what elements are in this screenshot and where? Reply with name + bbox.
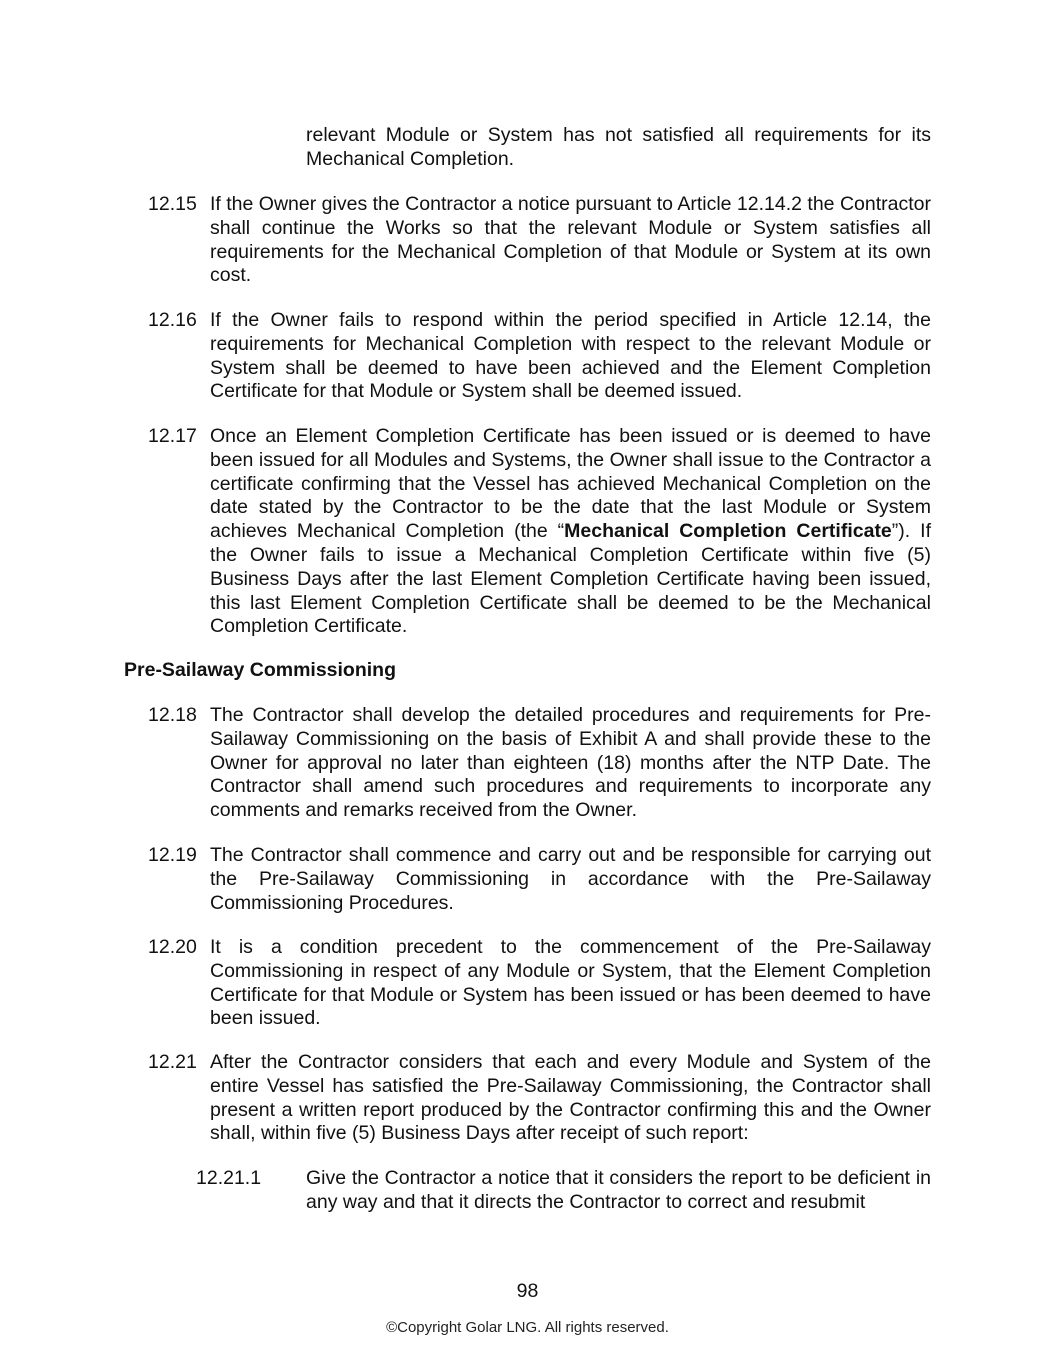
clause-number: 12.15 (148, 193, 197, 215)
copyright-notice: ©Copyright Golar LNG. All rights reserved. (386, 1319, 669, 1336)
clause-text: If the Owner fails to respond within the period specified in Article 12.14, the requirements for Mechanical Completion with respect to the relevant Module or System shall be deemed to have been achieved and the Element Completion Certificate for that Module or System shall be deemed issued. (210, 309, 931, 403)
clause-12-15 (148, 193, 931, 288)
clause-12-21 (148, 1051, 931, 1146)
clause-text: After the Contractor considers that each and every Module and System of the entire Vessel has satisfied the Pre-Sailaway Commissioning, the Contractor shall present a written report produced by the Contractor confirming this and the Owner shall, within five (5) Business Days after receipt of such report: (210, 1051, 931, 1145)
clause-12-19 (148, 844, 931, 915)
clause-number: 12.18 (148, 704, 197, 726)
clause-number: 12.19 (148, 844, 197, 866)
clause-12-18 (148, 704, 931, 823)
clause-number: 12.17 (148, 425, 197, 447)
clause-number: 12.20 (148, 936, 197, 958)
clause-text: The Contractor shall commence and carry out and be responsible for carrying out the Pre-Sailaway Commissioning in accordance with the Pre-Sailaway Commissioning Procedures. (210, 844, 931, 914)
clause-number: 12.16 (148, 309, 197, 331)
clause-number: 12.21 (148, 1051, 197, 1073)
clause-text-part: Once an Element Completion Certificate has been issued or is deemed to have been issued for all Modules and Systems, the Owner shall issue to the Contractor a certificate confirming that the Vessel has achieved Mechanical Completion on the date stated by the Contractor to be the date that the last Module or System achieves Mechanical Completion (the “ (210, 425, 931, 543)
subclause-12-21-1 (196, 1167, 931, 1215)
clause-text: It is a condition precedent to the commencement of the Pre-Sailaway Commissioning in respect of any Module or System, that the Element Completion Certificate for that Module or System has been issued or has been deemed to have been issued. (210, 936, 931, 1030)
defined-term: Mechanical Completion Certificate (564, 520, 892, 543)
clause-text: The Contractor shall develop the detailed procedures and requirements for Pre-Sailaway Commissioning on the basis of Exhibit A and shall provide these to the Owner for approval no later than eighteen (18) months after the NTP Date. The Contractor shall amend such procedures and requirements to incorporate any comments and remarks received from the Owner. (210, 704, 931, 822)
subclause-number: 12.21.1 (196, 1167, 262, 1189)
clause-12-20 (148, 936, 931, 1031)
subclause-text: Give the Contractor a notice that it considers the report to be deficient in any way and that it directs the Contractor to correct and resubmit (306, 1167, 931, 1213)
clause-12-17 (148, 425, 931, 639)
continuation-paragraph (306, 124, 931, 172)
continuation-text: relevant Module or System has not satisfied all requirements for its Mechanical Completion. (306, 124, 931, 170)
page-number: 98 (516, 1280, 539, 1302)
section-heading: Pre-Sailaway Commissioning (124, 659, 397, 681)
clause-12-16 (148, 309, 931, 404)
clause-text: If the Owner gives the Contractor a notice pursuant to Article 12.14.2 the Contractor shall continue the Works so that the relevant Module or System satisfies all requirements for the Mechanical Completion of that Module or System at its own cost. (210, 193, 931, 287)
clause-text (210, 425, 931, 639)
clause-text-part: ”). If the Owner fails to issue a Mechanical Completion Certificate within five (5) Business Days after the last Element Completion Certificate having been issued, this last Element Completion Certificate shall be deemed to be the Mechanical Completion Certificate. (210, 520, 931, 638)
